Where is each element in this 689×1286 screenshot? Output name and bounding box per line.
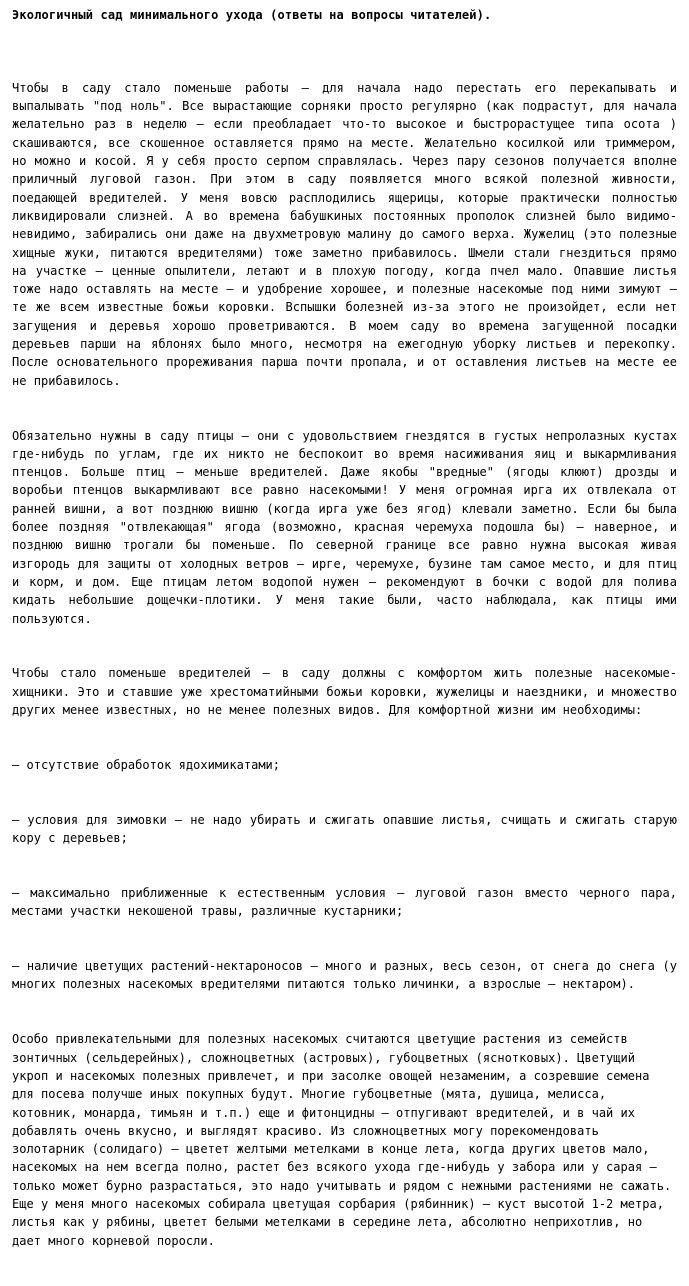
document-body (12, 42, 685, 1286)
list-item-wintering: – условия для зимовки – не надо убирать и сжигать опавшие листья, счищать и сжигать старую кору с деревьев; (12, 812, 685, 846)
title-spacer (12, 24, 677, 42)
list-item-nectar: – наличие цветущих растений-нектароносов – много и разных, весь сезон, от снега до снега (у многих полезных насекомых вредителями питаются только личинки, а взрослые – нектаром). (12, 959, 685, 992)
list-item-no-pesticides: – отсутствие обработок ядохимикатами; (12, 757, 281, 772)
page-title: Экологичный сад минимального ухода (ответы на вопросы читателей). (12, 8, 492, 22)
paragraph-intro: Чтобы в саду стало поменьше работы – для начала надо перестать его перекапывать и выпалывать "под ноль". Все вырастающие сорняки просто регулярно (как подрастут, для начала желательно раз в неделю – если преобладает что-то высокое и быстрорастущее типа осота ) скашиваются, все скошенное оставляется прямо на месте. Желательно косилкой или триммером, но можно и косой. Я у себя просто серпом справлялась. Через пару сезонов получается вполне приличный луговой газон. При этом в саду появляется много всякой полезной живности, поедающей вредителей. У меня вовсю расплодились ящерицы, которые практически полностью ликвидировали слизней. А во времена бабушкиных постоянных прополок слизней было видимо-невидимо, забирались они даже на двухметровую малину до самого верха. Жужелиц (это полезные хищные жуки, питаются вредителями) тоже заметно прибавилось. Шмели стали гнездиться прямо на участке – ценные опылители, летают и в плохую погоду, когда пчел мало. Опавшие листья тоже надо оставлять на месте – и удобрение хорошее, и полезные насекомые под ними зимуют – те же всем известные божьи коровки. Вспышки болезней из-за этого не произойдет, если нет загущения и деревья хорошо проветриваются. В моем саду во времена загущенной посадки деревьев парши на яблонях было много, несмотря на ежегодную уборку листьев и перекопку. После основательного прореживания парша почти пропала, и от оставления листьев на месте ее не прибавилось. (12, 80, 685, 388)
paragraph-birds: Обязательно нужны в саду птицы – они с удовольствием гнездятся в густых непролазных кустах где-нибудь по углам, где их никто не беспокоит во время насиживания яиц и выкармливания птенцов. Больше птиц – меньше вредителей. Даже якобы "вредные" (ягоды клюют) дрозды и воробьи птенцов выкармливают все равно насекомыми! У меня огромная ирга их отвлекала от ранней вишни, а вот позднюю вишню (когда ирга уже без ягод) клевали заметно. Если бы была более поздняя "отвлекающая" ягода (возможно, красная черемуха подошла бы) – наверное, и позднюю вишню трогали бы поменьше. По северной границе все равно нужна высокая живая изгородь для защиты от холодных ветров – ирге, черемухе, бузине там самое место, и для птиц и корм, и дом. Еще птицам летом водопой нужен – рекомендуют в бочки с водой для полива кидать небольшие дощечки-плотики. У меня такие были, часто наблюдала, как птицы ими пользуются. (12, 428, 685, 626)
list-item-natural: – максимально приближенные к естественным условия – луговой газон вместо черного пара, местами участки некошеной травы, различные кустарники; (12, 885, 685, 919)
paragraph-predators: Чтобы стало поменьше вредителей – в саду должны с комфортом жить полезные насекомые-хищники. Это и ставшие уже хрестоматийными божьи коровки, жужелицы и наездники, и множество других менее известных, но не менее полезных видов. Для комфортной жизни им необходимы: (12, 666, 685, 717)
paragraph-plants: Особо привлекательными для полезных насекомых считаются цветущие растения из семейств зонтичных (сельдерейных), сложноцветных (астровых), губоцветных (яснотковых). Цветущий укроп и насекомых полезных привлечет, и при засолке овощей незаменим, а созревшие семена для посева получше иных покупных будут. Многие губоцветные (мята, душица, мелисса, котовник, монарда, тимьян и т.п.) еще и фитонцидны – отпугивают вредителей, и в чай их добавлять очень вкусно, и выглядят красиво. Из сложноцветных могу порекомендовать золотарник (солидаго) – цветет желтыми метелками в конце лета, когда других цветов мало, насекомых на нем всегда полно, растет без всякого ухода где-нибудь у забора или у сарая – только может бурно разрастаться, это надо учитывать и рядом с нежными растениями не сажать. Еще у меня много насекомых собирала цветущая сорбария (рябинник) – куст высотой 1-2 метра, листья как у рябины, цветет белыми метелками в середине лета, абсолютно неприхотлив, но дает много корневой поросли. (12, 1032, 679, 1248)
